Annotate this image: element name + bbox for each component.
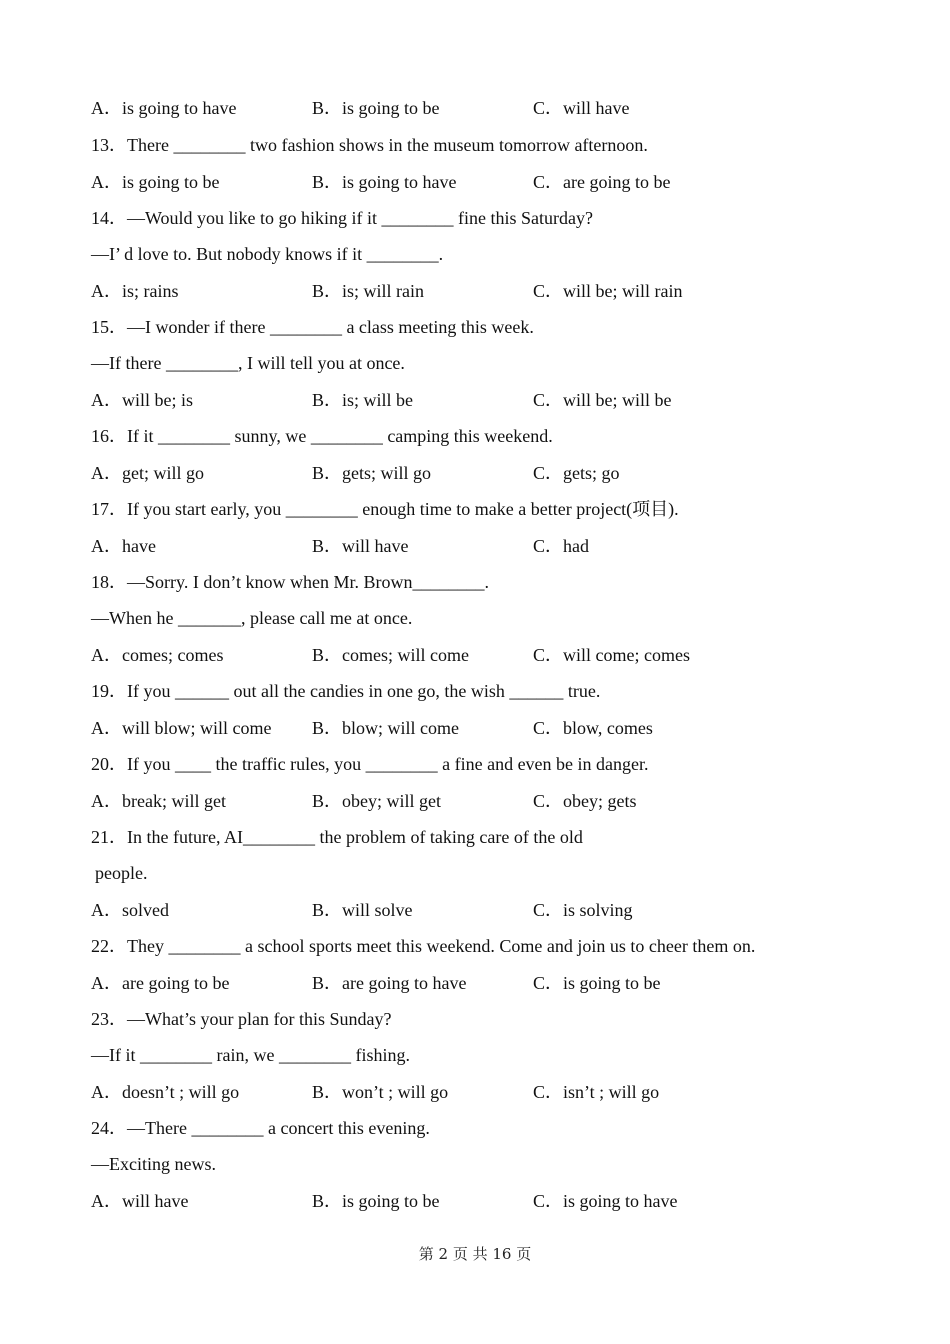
q22-option-a: A．are going to be — [91, 973, 230, 993]
q20-stem: 20．If you ____ the traffic rules, you ________ a fine and even be in danger. — [91, 754, 649, 774]
q12-option-c: C．will have — [533, 98, 630, 118]
q18-stem: 18．—Sorry. I don’t know when Mr. Brown________. — [91, 572, 489, 592]
q18-option-b: B．comes; will come — [312, 645, 469, 665]
q20-option-a: A．break; will get — [91, 791, 226, 811]
q15-stem-reply: —If there ________, I will tell you at once. — [91, 353, 405, 373]
q22-option-c: C．is going to be — [533, 973, 661, 993]
q22-option-b: B．are going to have — [312, 973, 467, 993]
q20-option-c: C．obey; gets — [533, 791, 637, 811]
q16-option-c: C．gets; go — [533, 463, 620, 483]
page-number-footer: 第 2 页 共 16 页 — [418, 1245, 532, 1263]
q13-option-b: B．is going to have — [312, 172, 457, 192]
q13-option-c: C．are going to be — [533, 172, 671, 192]
q12-option-b: B．is going to be — [312, 98, 440, 118]
q21-stem-continued: people. — [95, 863, 148, 883]
q21-option-c: C．is solving — [533, 900, 633, 920]
q18-stem-reply: —When he _______, please call me at once. — [91, 608, 413, 628]
q17-option-c: C．had — [533, 536, 589, 556]
q14-option-b: B．is; will rain — [312, 281, 424, 301]
q15-option-b: B．is; will be — [312, 390, 414, 410]
q16-option-a: A．get; will go — [91, 463, 204, 483]
q16-option-b: B．gets; will go — [312, 463, 432, 483]
q17-option-b: B．will have — [312, 536, 409, 556]
q21-stem: 21．In the future, AI________ the problem of taking care of the old — [91, 827, 583, 847]
q14-stem: 14．—Would you like to go hiking if it ________ fine this Saturday? — [91, 208, 594, 228]
q19-stem: 19．If you ______ out all the candies in one go, the wish ______ true. — [91, 681, 601, 701]
q15-option-c: C．will be; will be — [533, 390, 672, 410]
q15-stem: 15．—I wonder if there ________ a class meeting this week. — [91, 317, 534, 337]
q21-option-b: B．will solve — [312, 900, 413, 920]
q17-option-a: A．have — [91, 536, 156, 556]
q14-option-c: C．will be; will rain — [533, 281, 683, 301]
q23-option-c: C．isn’t ; will go — [533, 1082, 660, 1102]
q12-option-a: A．is going to have — [91, 98, 237, 118]
q23-stem-reply: —If it ________ rain, we ________ fishing. — [91, 1045, 410, 1065]
q17-stem: 17．If you start early, you ________ enough time to make a better project(项目). — [91, 499, 679, 519]
q18-option-c: C．will come; comes — [533, 645, 690, 665]
q19-option-a: A．will blow; will come — [91, 718, 272, 738]
q14-stem-reply: —I’ d love to. But nobody knows if it ________. — [91, 244, 444, 264]
q13-stem: 13．There ________ two fashion shows in the museum tomorrow afternoon. — [91, 135, 648, 155]
q23-stem: 23．—What’s your plan for this Sunday? — [91, 1009, 392, 1029]
q21-option-a: A．solved — [91, 900, 169, 920]
q14-option-a: A．is; rains — [91, 281, 179, 301]
q18-option-a: A．comes; comes — [91, 645, 224, 665]
q23-option-b: B．won’t ; will go — [312, 1082, 449, 1102]
q19-option-b: B．blow; will come — [312, 718, 459, 738]
q20-option-b: B．obey; will get — [312, 791, 441, 811]
q24-option-c: C．is going to have — [533, 1191, 678, 1211]
q15-option-a: A．will be; is — [91, 390, 193, 410]
q19-option-c: C．blow, comes — [533, 718, 653, 738]
q13-option-a: A．is going to be — [91, 172, 220, 192]
q24-option-a: A．will have — [91, 1191, 189, 1211]
q24-stem: 24．—There ________ a concert this evening. — [91, 1118, 430, 1138]
q24-stem-reply: —Exciting news. — [91, 1154, 216, 1174]
q23-option-a: A．doesn’t ; will go — [91, 1082, 240, 1102]
q16-stem: 16．If it ________ sunny, we ________ camping this weekend. — [91, 426, 553, 446]
q24-option-b: B．is going to be — [312, 1191, 440, 1211]
q22-stem: 22．They ________ a school sports meet this weekend. Come and join us to cheer them on. — [91, 936, 756, 956]
